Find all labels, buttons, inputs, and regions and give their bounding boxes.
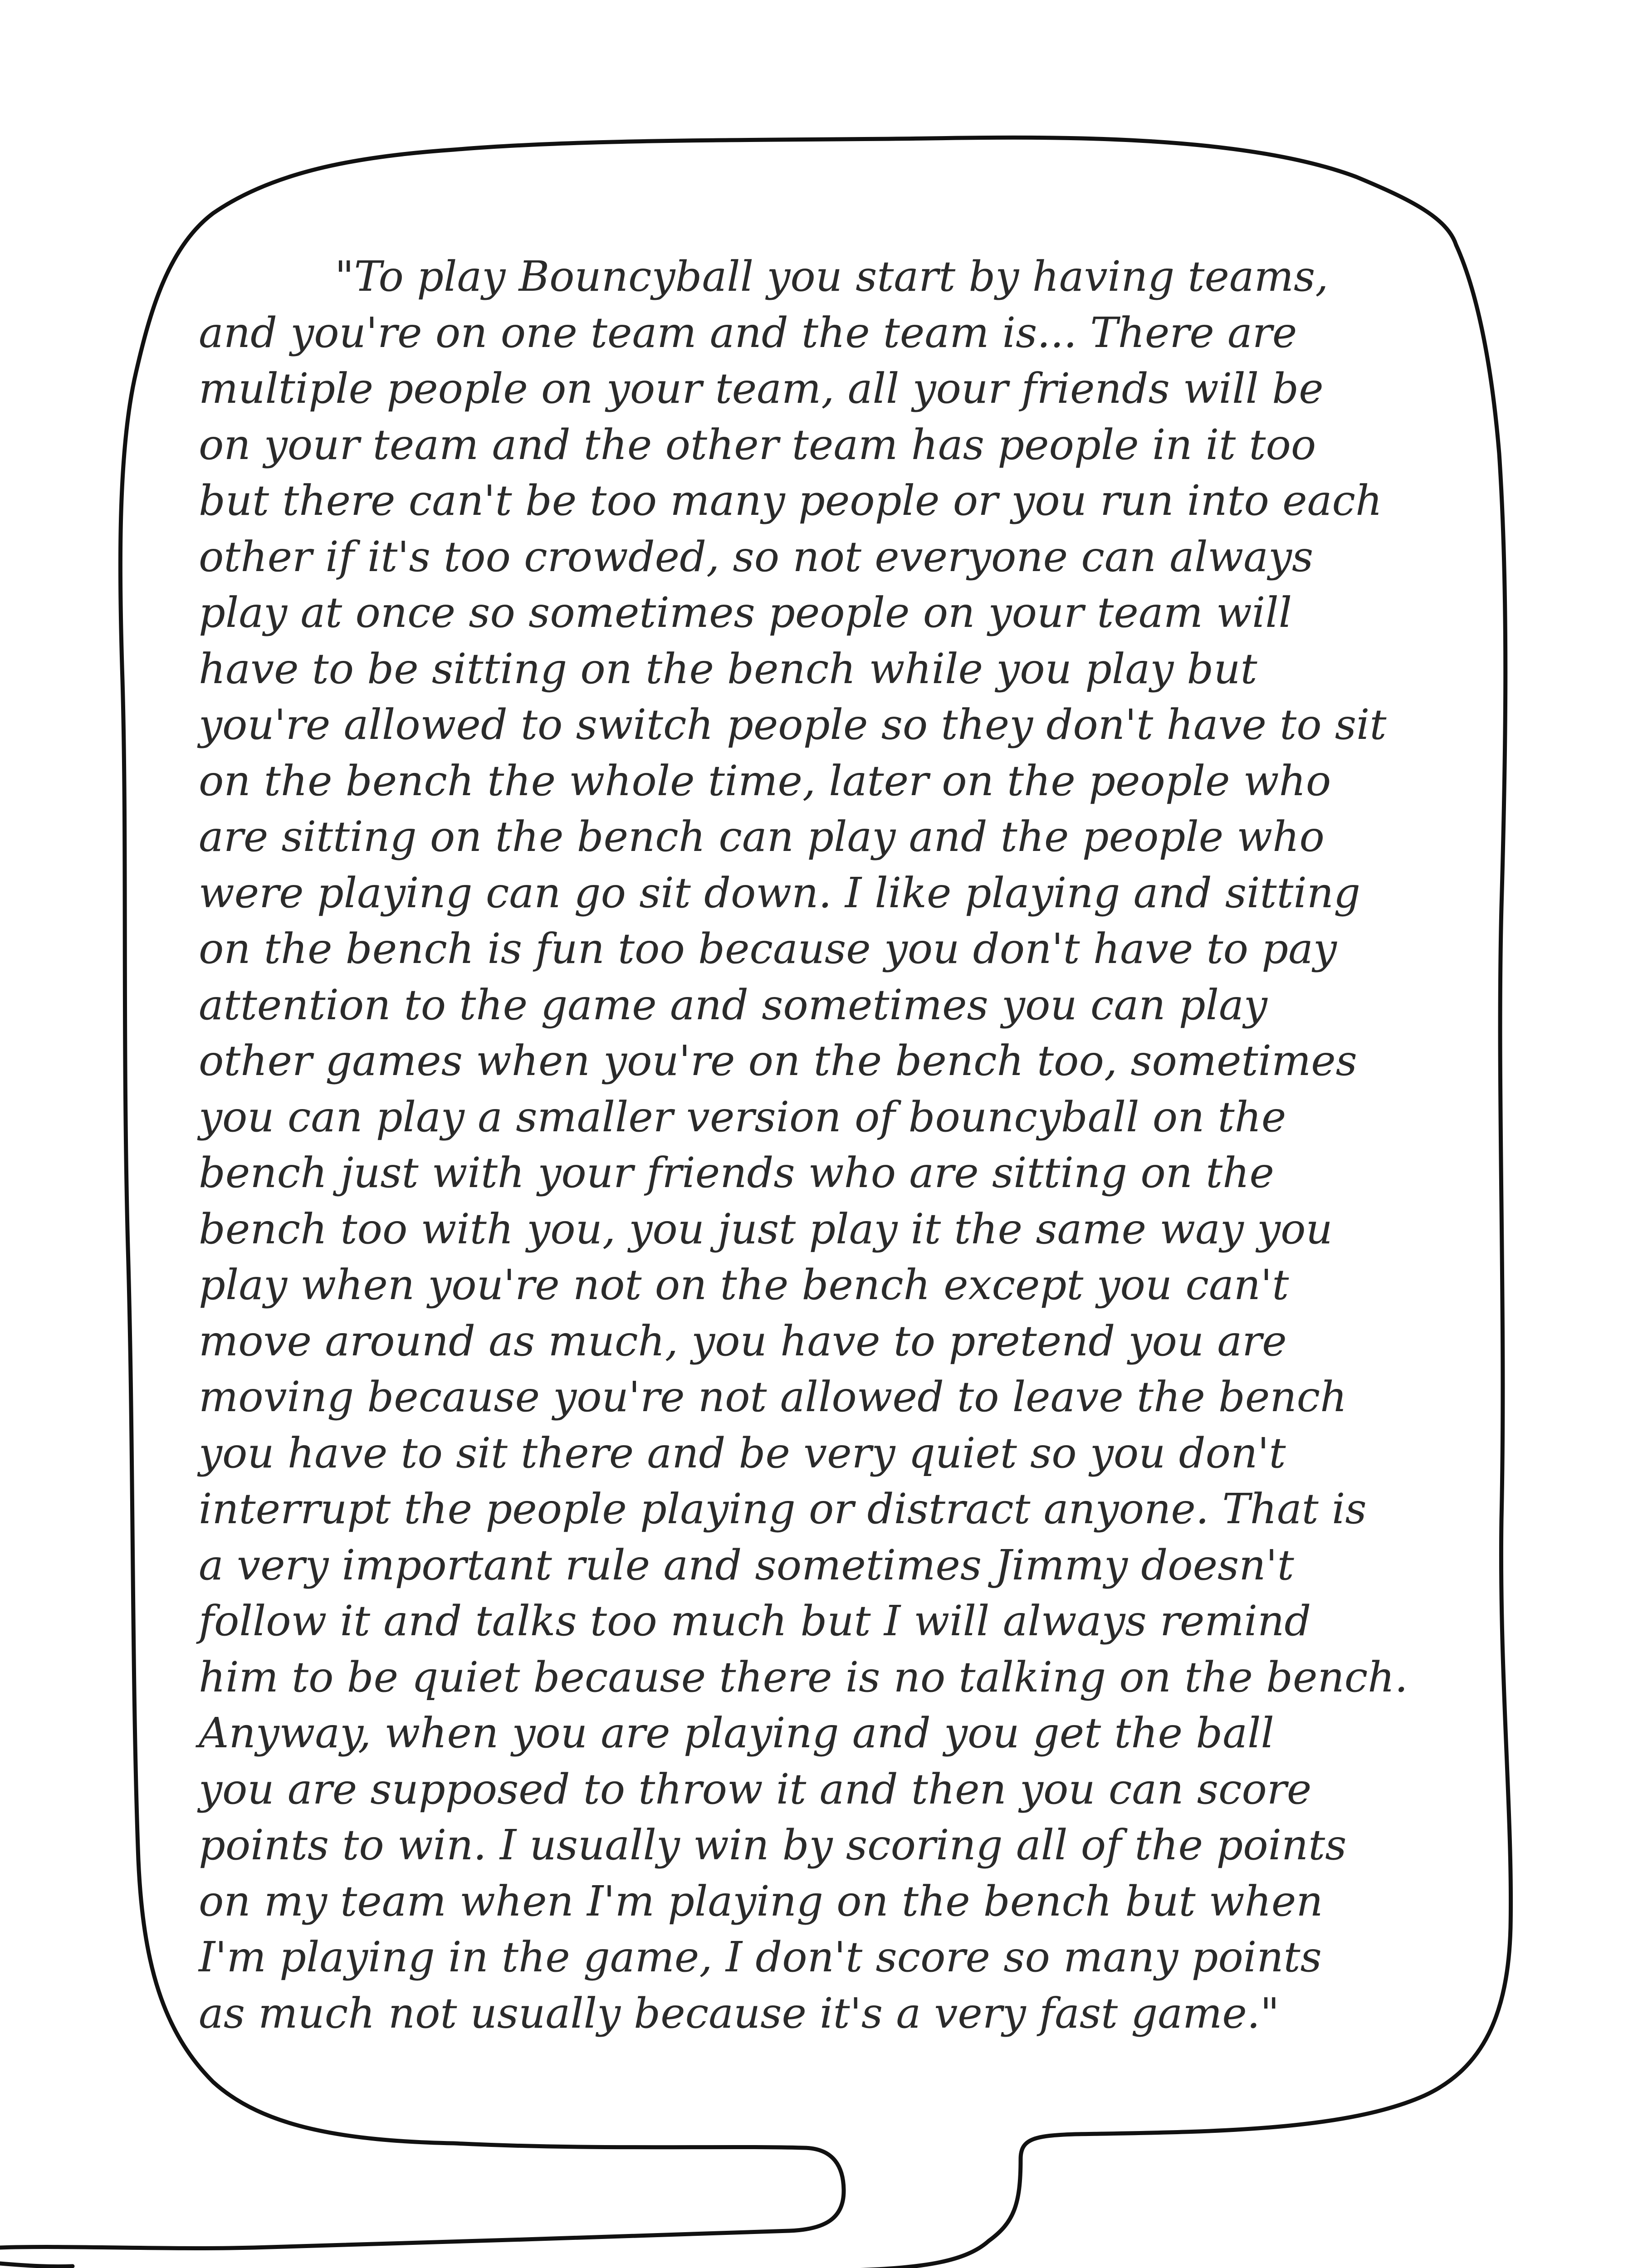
- quote-line: multiple people on your team, all your friends will be: [199, 364, 1324, 413]
- quote-line: play when you're not on the bench except you can't: [199, 1261, 1289, 1309]
- quote-line: bench just with your friends who are sitting on the: [199, 1149, 1274, 1197]
- quote-line: Anyway, when you are playing and you get the ball: [199, 1709, 1274, 1757]
- quote-line: on the bench the whole time, later on the people who: [199, 756, 1331, 805]
- quote-line: on your team and the other team has people in it too: [199, 420, 1316, 469]
- quote-line: bench too with you, you just play it the same way you: [199, 1204, 1333, 1253]
- quote-line: you can play a smaller version of bouncyball on the: [199, 1092, 1286, 1141]
- quote-line: other games when you're on the bench too, sometimes: [199, 1036, 1357, 1085]
- quote-line: and you're on one team and the team is... There are: [199, 308, 1297, 357]
- quote-line: a very important rule and sometimes Jimmy doesn't: [199, 1540, 1294, 1589]
- quote-line: him to be quiet because there is no talking on the bench.: [199, 1652, 1408, 1701]
- quote-line: attention to the game and sometimes you can play: [199, 980, 1267, 1029]
- quote-line: interrupt the people playing or distract anyone. That is: [199, 1485, 1367, 1533]
- quote-line: moving because you're not allowed to leave the bench: [199, 1373, 1347, 1421]
- quote-line: but there can't be too many people or you run into each: [199, 476, 1383, 525]
- quote-text: [199, 249, 1460, 2041]
- quote-line: you have to sit there and be very quiet so you don't: [199, 1428, 1286, 1477]
- quote-line: have to be sitting on the bench while you play but: [199, 644, 1257, 693]
- quote-line: you are supposed to throw it and then you can score: [199, 1765, 1312, 1813]
- quote-line: I'm playing in the game, I don't score so many points: [199, 1933, 1322, 1981]
- speech-bubble-tail: [0, 2148, 844, 2248]
- speech-bubble-tail-stub: [0, 2263, 73, 2267]
- quote-line: are sitting on the bench can play and the people who: [199, 812, 1325, 861]
- quote-line: "To play Bouncyball you start by having teams,: [335, 252, 1329, 301]
- quote-line: on my team when I'm playing on the bench but when: [199, 1877, 1323, 1926]
- quote-line: move around as much, you have to pretend you are: [199, 1316, 1287, 1365]
- quote-line: as much not usually because it's a very fast game.": [199, 1989, 1280, 2038]
- quote-line: play at once so sometimes people on your team will: [199, 588, 1292, 637]
- quote-line: points to win. I usually win by scoring all of the points: [199, 1821, 1347, 1869]
- quote-line: you're allowed to switch people so they don't have to sit: [199, 700, 1387, 749]
- quote-line: on the bench is fun too because you don't have to pay: [199, 924, 1337, 973]
- speech-bubble-tail-lower: [0, 2241, 989, 2268]
- quote-line: were playing can go sit down. I like playing and sitting: [199, 868, 1361, 917]
- quote-line: follow it and talks too much but I will always remind: [199, 1597, 1311, 1645]
- quote-line: other if it's too crowded, so not everyone can always: [199, 532, 1314, 581]
